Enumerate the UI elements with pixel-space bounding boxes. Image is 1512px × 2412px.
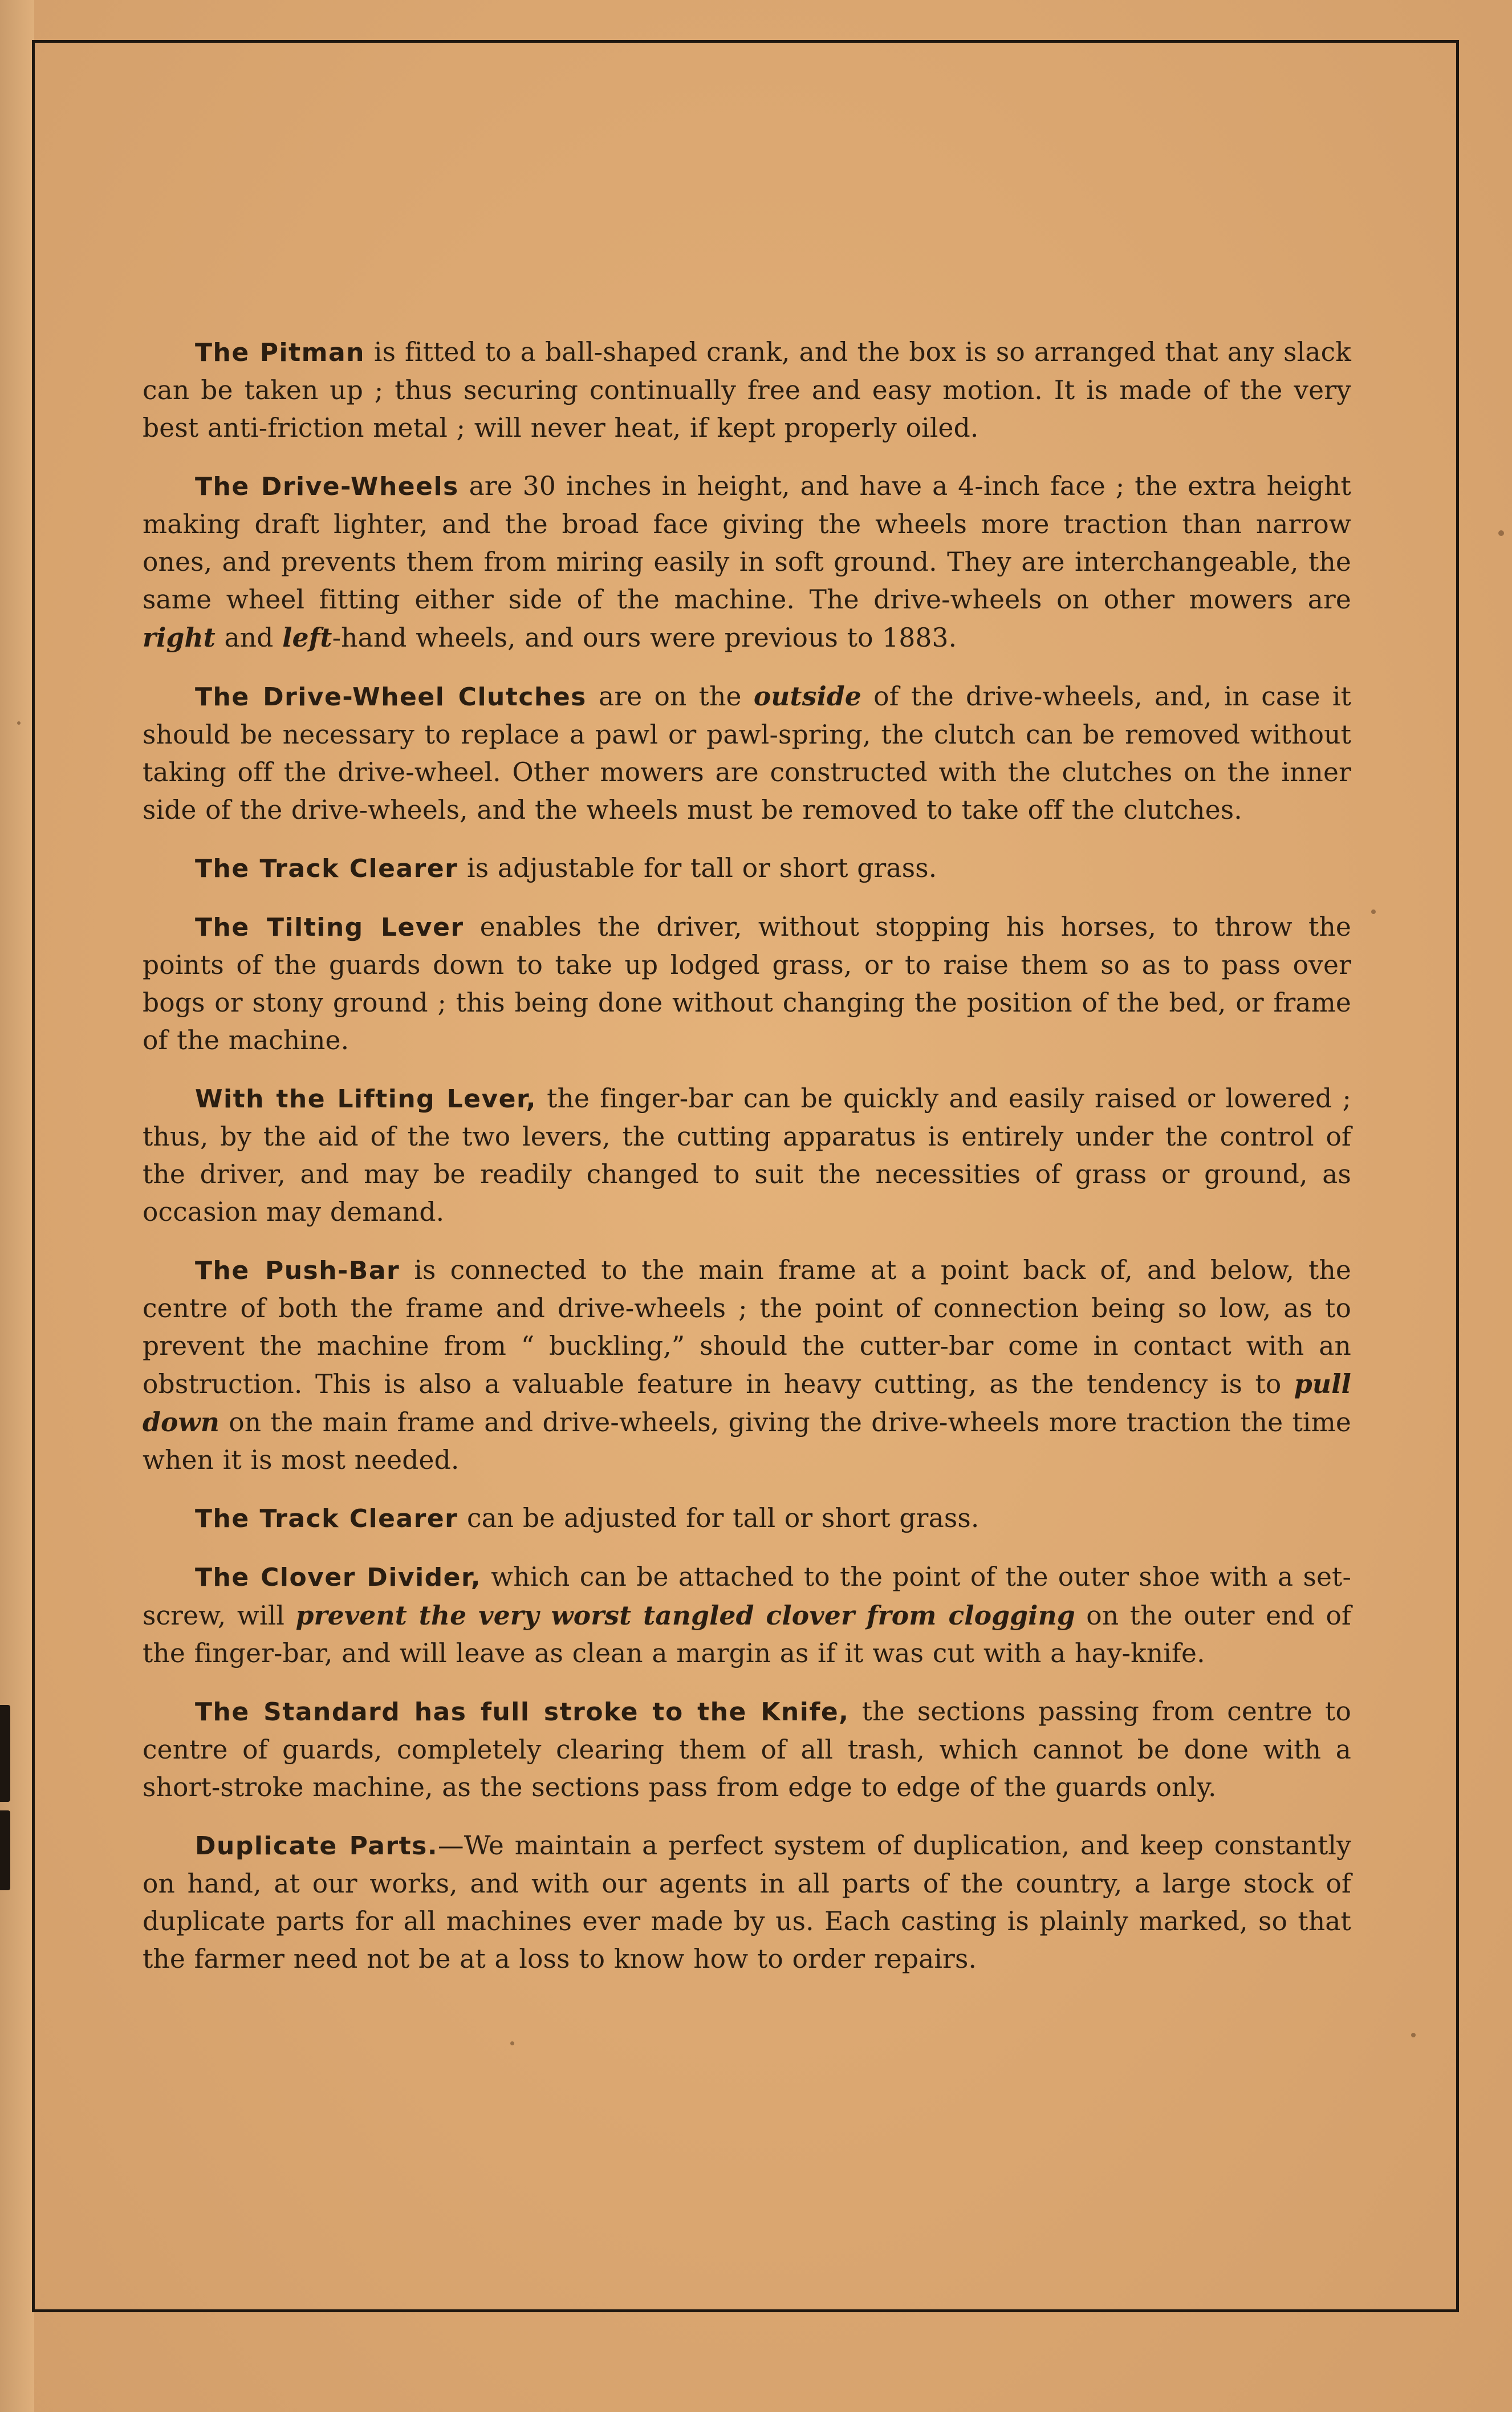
paragraph-text: -hand wheels, and ours were previous to 1883. — [332, 623, 957, 653]
paragraph-heading: The Clover Divider, — [195, 1563, 481, 1592]
paragraph-heading: The Push-Bar — [195, 1256, 400, 1285]
paragraph-text: on the outer end of the finger-bar, and will leave as clean a margin as if it was cut with a hay-knife. — [143, 1601, 1351, 1668]
paragraph-text: the sections passing from centre to centre of guards, completely clearing them of all trash, which cannot be done with a short-stroke machine, as the sections pass from edge to edge of the guards only. — [143, 1696, 1351, 1802]
paragraph-heading: Duplicate Parts. — [195, 1832, 438, 1861]
paragraph-track-clearer — [143, 850, 1351, 888]
page-left-edge — [0, 0, 34, 2412]
paragraph-text: is adjustable for tall or short grass. — [458, 853, 937, 883]
paper-speck — [17, 721, 21, 725]
paragraph-heading: With the Lifting Lever, — [195, 1085, 536, 1114]
paper-speck — [1411, 2033, 1416, 2037]
paragraph-text: and — [215, 623, 283, 653]
paragraph-heading: The Drive-Wheels — [195, 472, 459, 501]
paper-speck — [510, 2041, 514, 2045]
paragraph-text: the finger-bar can be quickly and easily raised or lowered ; thus, by the aid of the two levers, the cutting apparatus is entirely under the control of the driver, and may be readily changed to suit the necessities of grass or ground, as occasion may demand. — [143, 1083, 1351, 1227]
paragraph-clover-divider — [143, 1558, 1351, 1672]
paragraph-text: on the main frame and drive-wheels, giving the drive-wheels more traction the time when it is most needed. — [143, 1407, 1351, 1475]
binding-mark — [0, 1705, 10, 1802]
paragraph-tilting-lever — [143, 908, 1351, 1059]
emphasis-text: right — [143, 622, 216, 653]
paragraph-lifting-lever — [143, 1080, 1351, 1231]
paragraph-text: —We maintain a perfect system of duplication, and keep constantly on hand, at our works, and with our agents in all parts of the country, a large stock of duplicate parts for all machines ever made by us. Each casting is plainly marked, so that the farmer need not be at a loss to know how to order repairs. — [143, 1830, 1351, 1974]
body-text — [143, 334, 1351, 1999]
paper-speck — [1371, 909, 1376, 914]
paragraph-heading: The Standard has full stroke to the Knife, — [195, 1698, 850, 1727]
paragraph-text: is connected to the main frame at a point back of, and below, the centre of both the frame and drive-wheels ; the point of connection being so low, as to prevent the machine from “ buckling,” should the cutter-bar come in contact with an obstruction. This is also a valuable feature in heavy cutting, as the tendency is to — [143, 1255, 1351, 1399]
emphasis-text: outside — [753, 681, 861, 712]
paper-speck — [1498, 530, 1504, 536]
paragraph-drive-wheels — [143, 468, 1351, 657]
paragraph-text: is fitted to a ball-shaped crank, and the box is so arranged that any slack can be taken up ; thus securing continually free and easy motion. It is made of the very best anti-friction metal ; will never heat, if kept properly oiled. — [143, 337, 1351, 443]
paragraph-heading: The Pitman — [195, 338, 365, 367]
emphasis-text: left — [282, 622, 332, 653]
paragraph-push-bar — [143, 1252, 1351, 1479]
paragraph-text: of the drive-wheels, and, in case it should be necessary to replace a pawl or pawl-spring, the clutch can be removed without taking off the drive-wheel. Other mowers are constructed with the clutches on the inner side of the drive-wheels, and the wheels must be removed to take off the clutches. — [143, 681, 1351, 825]
paragraph-pitman — [143, 334, 1351, 447]
paragraph-heading: The Track Clearer — [195, 854, 458, 883]
paragraph-heading: The Track Clearer — [195, 1504, 458, 1533]
paragraph-track-clearer-2 — [143, 1500, 1351, 1538]
paragraph-heading: The Tilting Lever — [195, 913, 464, 942]
paragraph-heading: The Drive-Wheel Clutches — [195, 683, 587, 712]
paragraph-text: can be adjusted for tall or short grass. — [458, 1503, 979, 1533]
paragraph-text: which can be attached to the point of the outer shoe with a set-screw, will — [143, 1562, 1351, 1631]
emphasis-text: prevent the very worst tangled clover from clogging — [295, 1600, 1075, 1631]
paragraph-text: are 30 inches in height, and have a 4-inch face ; the extra height making draft lighter, and the broad face giving the wheels more traction than narrow ones, and prevents them from miring easily in soft ground. They are interchangeable, the same wheel fitting either side of the machine. The drive-wheels on other mowers are — [143, 471, 1351, 615]
paragraph-drive-wheel-clutches — [143, 677, 1351, 829]
paragraph-text: enables the driver, without stopping his horses, to throw the points of the guards down to take up lodged grass, or to raise them so as to pass over bogs or stony ground ; this being done without changing the position of the bed, or frame of the machine. — [143, 912, 1352, 1055]
paragraph-text: are on the — [586, 681, 754, 712]
emphasis-text: pull down — [143, 1369, 1351, 1438]
paragraph-standard-stroke — [143, 1693, 1351, 1806]
binding-mark — [0, 1810, 10, 1890]
paragraph-duplicate-parts — [143, 1827, 1351, 1978]
